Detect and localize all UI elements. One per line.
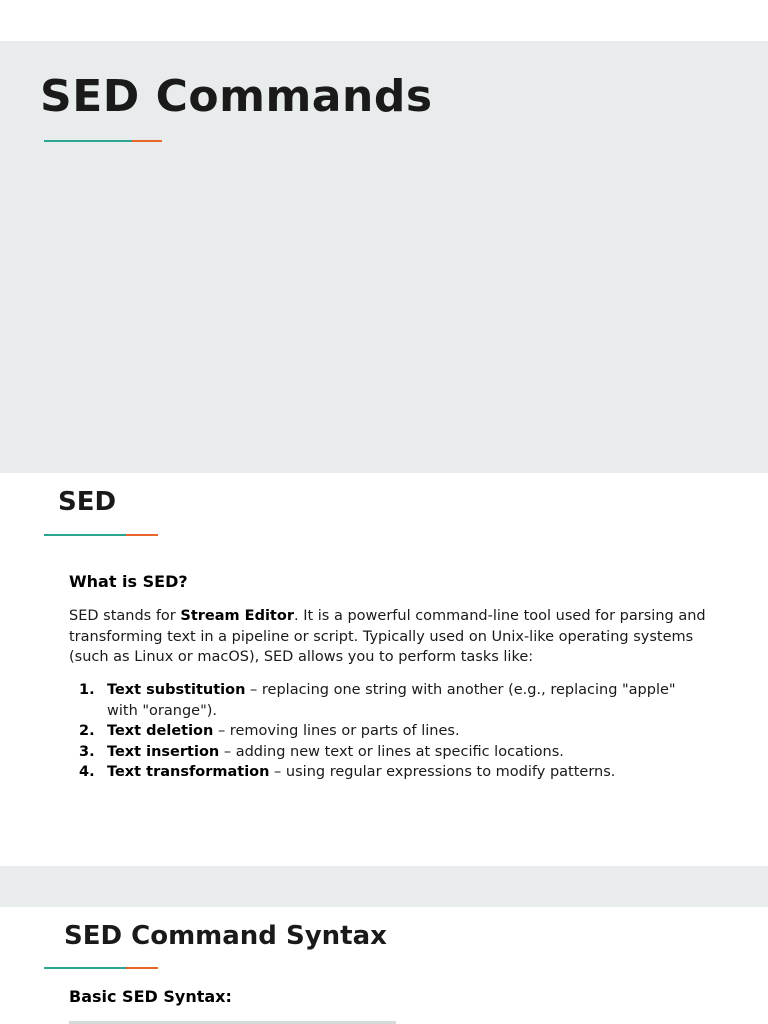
sed-section (0, 473, 768, 866)
list-item-number: 4. (79, 764, 95, 780)
list-item (69, 721, 709, 742)
task-list (69, 680, 709, 783)
section-heading-sed: SED (58, 487, 117, 517)
list-item-number: 2. (79, 723, 95, 739)
subheading-what-is-sed: What is SED? (69, 572, 188, 591)
list-item-desc: – replacing one string with another (e.g., replacing "apple" with "orange"). (107, 682, 676, 719)
list-item-desc: – adding new text or lines at specific locations. (219, 743, 564, 760)
list-item-desc: – removing lines or parts of lines. (213, 723, 460, 739)
hero-banner (0, 41, 768, 473)
list-item-number: 3. (79, 743, 95, 760)
list-item-term: Text insertion (107, 743, 220, 760)
list-item-number: 1. (79, 682, 95, 698)
title-accent-orange (132, 140, 162, 142)
page-title: SED Commands (40, 71, 433, 122)
list-item-term: Text deletion (107, 723, 214, 739)
heading-accent-orange (126, 534, 158, 536)
intro-bold-term: Stream Editor (180, 608, 294, 624)
intro-suffix: . It is a powerful command-line tool used for parsing and transforming text in a pipeline or script. Typically used on Unix-like operating systems (such as Linux or macOS), SED allows you to perform tasks like: (69, 608, 706, 665)
heading-accent-teal (44, 967, 126, 969)
intro-prefix: SED stands for (69, 608, 181, 624)
list-item (69, 680, 709, 721)
title-accent-teal (44, 140, 132, 142)
heading-accent-orange (126, 967, 158, 969)
subheading-basic-syntax: Basic SED Syntax: (69, 987, 232, 1006)
top-strip (0, 0, 768, 41)
syntax-section (0, 907, 768, 1024)
list-item (69, 742, 709, 763)
heading-accent-teal (44, 534, 126, 536)
intro-paragraph (69, 606, 709, 668)
list-item-term: Text transformation (107, 764, 270, 780)
list-item-desc: – using regular expressions to modify patterns. (269, 764, 616, 780)
list-item (69, 762, 709, 783)
section-heading-syntax: SED Command Syntax (64, 921, 387, 951)
list-item-term: Text substitution (107, 682, 246, 698)
section-divider-band (0, 866, 768, 907)
